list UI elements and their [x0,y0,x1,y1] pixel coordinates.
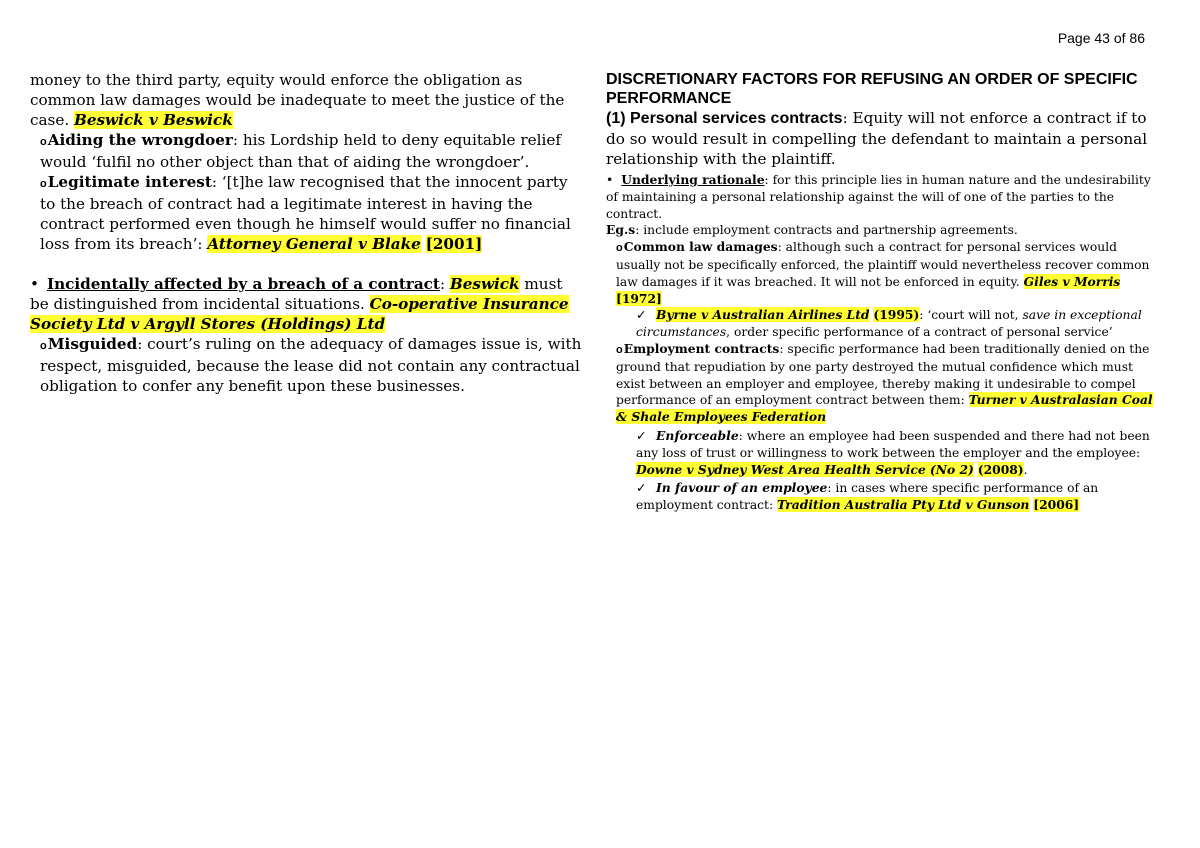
case-year: (1995) [873,307,920,323]
left-column [30,70,585,396]
byrne-item: ✓ Byrne v Australian Airlines Ltd (1995): ‘court will not, save in exceptional circumstances, order specific performance of a contract of personal service’ [636,307,1142,340]
item-label: Common law damages [623,239,778,255]
section-heading: DISCRETIONARY FACTORS FOR REFUSING AN ORDER OF SPECIFIC PERFORMANCE [606,71,1138,107]
case-citation: Giles v Morris [1023,273,1121,289]
egs-item: Eg.s: include employment contracts and partnership agreements. [606,222,1018,238]
intro-paragraph: money to the third party, equity would enforce the obligation as common law damages would be inadequate to meet the justice of the case. Beswick v Beswick [30,71,565,129]
check-icon: ✓ [636,428,647,443]
case-year: [2006] [1033,497,1080,513]
item-label: Misguided [47,335,138,353]
sub-bullet-marker: o [40,340,47,352]
item-label: Employment contracts [623,340,780,356]
bullet-marker: • [606,173,614,187]
employment-contracts-item: oEmployment contracts: specific performance had been traditionally denied on the ground that repudiation by one party destroyed the mutual confidence which must exist between an employer and employee, thereby making it undesirable to compel performance of an employment contract between them: Turner v Australasian Coal & Shale Employees Federation [616,340,1153,425]
sub-bullet-marker: o [616,343,623,356]
bullet-marker: • [30,275,39,293]
sub-bullet-marker: o [40,178,47,190]
check-icon: ✓ [636,481,647,496]
item-label: Incidentally affected by a breach of a contract [46,275,440,293]
case-citation: Co-operative Insurance Society Ltd v Argyll Stores (Holdings) Ltd [30,295,569,333]
case-citation: Byrne v Australian Airlines Ltd [656,307,870,323]
common-law-damages-item: oCommon law damages: although such a contract for personal services would usually not be specifically enforced, the plaintiff would nevertheless recover common law damages if it was breached. It will not be enforced in equity. Giles v Morris [1972] [616,239,1150,306]
legitimate-interest-item: oLegitimate interest: ‘[t]he law recognised that the innocent party to the breach of contract had a legitimate interest in having the contract performed even though he himself would suffer no financial loss from its breach’: Attorney General v Blake [2001] [40,173,571,253]
misguided-item: oMisguided: court’s ruling on the adequacy of damages issue is, with respect, misguided, because the lease did not contain any contractual obligation to confer any benefit upon these businesses. [40,335,582,395]
sub-bullet-marker: o [616,242,623,255]
check-icon: ✓ [636,308,647,323]
enforceable-item: ✓ Enforceable: where an employee had been suspended and there had not been any loss of trust or willingness to work between the employer and the employee: Downe v Sydney West Area Health Service (No 2) (2008). [636,427,1150,477]
right-column [606,70,1164,514]
favour-employee-item: ✓ In favour of an employee: in cases where specific performance of an employment contract: Tradition Australia Pty Ltd v Gunson [2006] [636,480,1099,513]
case-citation: Turner v Australasian Coal & Shale Employees Federation [616,392,1153,425]
case-year: (2008) [977,461,1024,477]
case-citation: Beswick [449,275,520,293]
item-label: Eg.s [606,222,636,238]
spacer [30,254,585,274]
case-year: [2001] [425,235,483,253]
item-label: Underlying rationale [621,172,765,187]
case-citation: Beswick v Beswick [74,111,233,129]
case-citation: Attorney General v Blake [207,235,421,253]
case-year: [1972] [616,290,662,306]
rationale-item: • Underlying rationale: for this principle lies in human nature and the undesirability of maintaining a personal relationship against the will of one of the parties to the contract. [606,172,1151,221]
aiding-wrongdoer-item: oAiding the wrongdoer: his Lordship held to deny equitable relief would ‘fulfil no other object than that of aiding the wrongdoer’. [40,131,561,171]
item-label: Aiding the wrongdoer [47,131,233,149]
subsection-label: (1) Personal services contracts [606,110,843,127]
personal-services-paragraph: (1) Personal services contracts: Equity will not enforce a contract if to do so would result in compelling the defendant to maintain a personal relationship with the plaintiff. [606,109,1148,168]
sub-bullet-marker: o [40,136,47,148]
case-citation: Downe v Sydney West Area Health Service (No 2) [636,461,974,477]
page-number: Page 43 of 86 [1057,30,1145,46]
incidental-item: • Incidentally affected by a breach of a contract: Beswick must be distinguished from incidental situations. Co-operative Insurance Society Ltd v Argyll Stores (Holdings) Ltd [30,275,569,333]
item-label: Enforceable [656,427,739,443]
item-label: Legitimate interest [47,173,212,191]
case-citation: Tradition Australia Pty Ltd v Gunson [777,497,1030,513]
item-label: In favour of an employee [656,480,828,496]
